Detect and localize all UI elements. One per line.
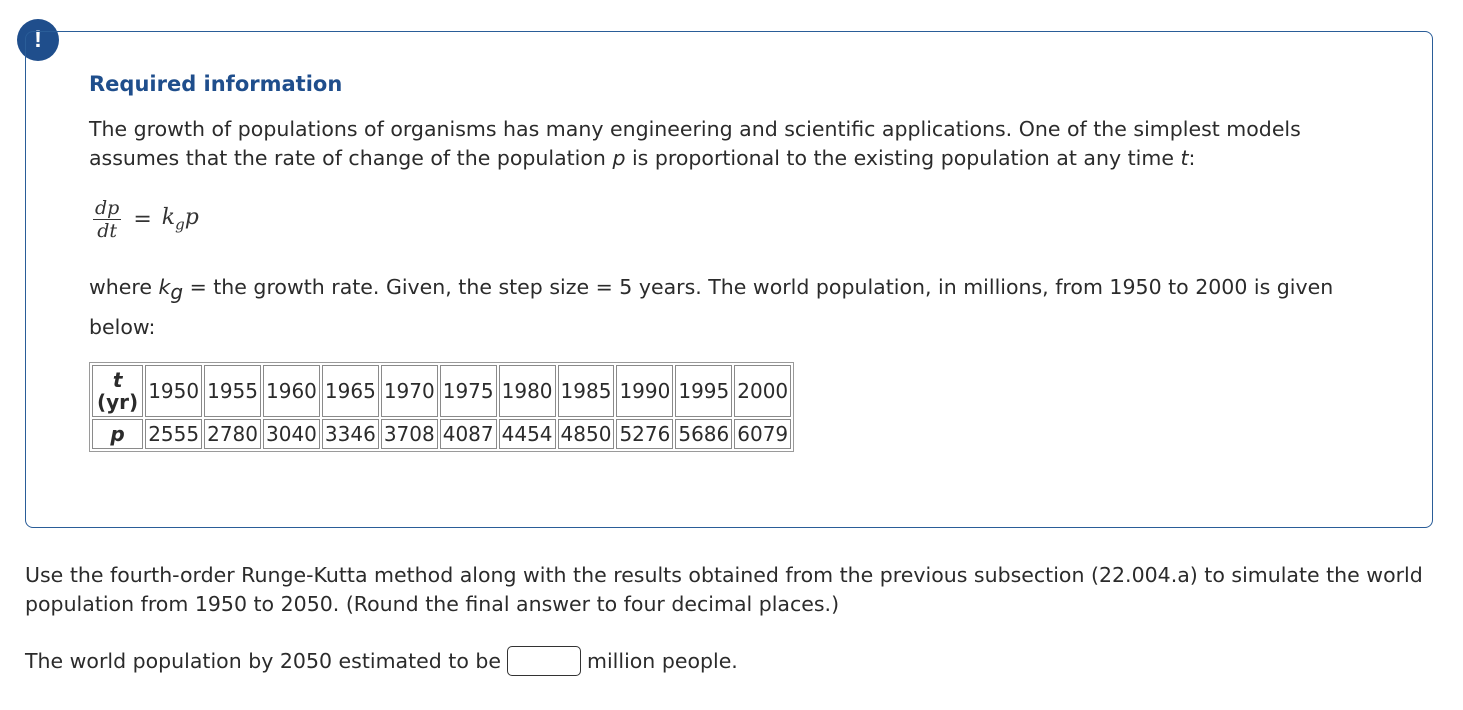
population-cell: 5276: [616, 419, 673, 449]
fraction-denominator: dt: [97, 220, 118, 242]
where-k: k: [158, 275, 171, 299]
year-cell: 1955: [204, 365, 261, 417]
growth-equation: [93, 197, 199, 242]
population-cell: 4087: [440, 419, 497, 449]
population-cell: 4850: [558, 419, 615, 449]
year-cell: 2000: [734, 365, 791, 417]
intro-text: The growth of populations of organisms has many engineering and scientific applications. One of the simplest models assumes that the rate of change of the population: [89, 117, 1301, 170]
alert-icon: !: [17, 19, 59, 61]
intro-paragraph: [89, 115, 1389, 173]
year-cell: 1995: [675, 365, 732, 417]
where-subscript: g: [170, 280, 184, 305]
rhs-p: p: [184, 205, 199, 231]
intro-end: :: [1188, 146, 1196, 170]
derivative-fraction: [93, 197, 121, 242]
population-cell: 3708: [381, 419, 438, 449]
rhs-subscript: g: [175, 215, 185, 234]
where-text: = the growth rate. Given, the step size = 5 years. The world population, in millions, from 1950 to 2000 is given below:: [89, 275, 1334, 340]
p-header-cell: [92, 419, 143, 449]
answer-input[interactable]: [507, 646, 581, 676]
p-header: p: [110, 422, 125, 446]
table-row-years: [92, 365, 791, 417]
population-cell: 2555: [145, 419, 202, 449]
equals-sign: =: [133, 207, 152, 232]
population-cell: 5686: [675, 419, 732, 449]
box-title: Required information: [89, 72, 343, 96]
year-cell: 1985: [558, 365, 615, 417]
t-header: t: [112, 368, 123, 392]
population-table: [89, 362, 794, 452]
table-row-population: [92, 419, 791, 449]
question-text: Use the fourth-order Runge-Kutta method along with the results obtained from the previous subsection (22.004.a) to simulate the world population from 1950 to 2050. (Round the final answer to four decimal places.): [25, 563, 1423, 616]
t-header-cell: [92, 365, 143, 417]
year-cell: 1975: [440, 365, 497, 417]
intro-var-t: t: [1180, 146, 1189, 170]
population-cell: 6079: [734, 419, 791, 449]
intro-text-2: is proportional to the existing population at any time: [625, 146, 1181, 170]
population-cell: 3040: [263, 419, 320, 449]
population-cell: 4454: [499, 419, 556, 449]
year-cell: 1960: [263, 365, 320, 417]
answer-line: [25, 646, 738, 676]
rhs-k: k: [161, 205, 176, 231]
population-cell: 2780: [204, 419, 261, 449]
year-cell: 1990: [616, 365, 673, 417]
fraction-numerator: dp: [95, 197, 120, 219]
answer-suffix: million people.: [587, 648, 738, 673]
equation-rhs: [162, 205, 199, 233]
where-paragraph: [89, 270, 1389, 345]
year-cell: 1970: [381, 365, 438, 417]
t-unit: (yr): [97, 390, 139, 414]
answer-prefix: The world population by 2050 estimated to be: [25, 648, 502, 673]
where-prefix: where: [89, 275, 159, 299]
year-cell: 1980: [499, 365, 556, 417]
year-cell: 1965: [322, 365, 379, 417]
population-cell: 3346: [322, 419, 379, 449]
intro-var-p: p: [612, 146, 626, 170]
year-cell: 1950: [145, 365, 202, 417]
